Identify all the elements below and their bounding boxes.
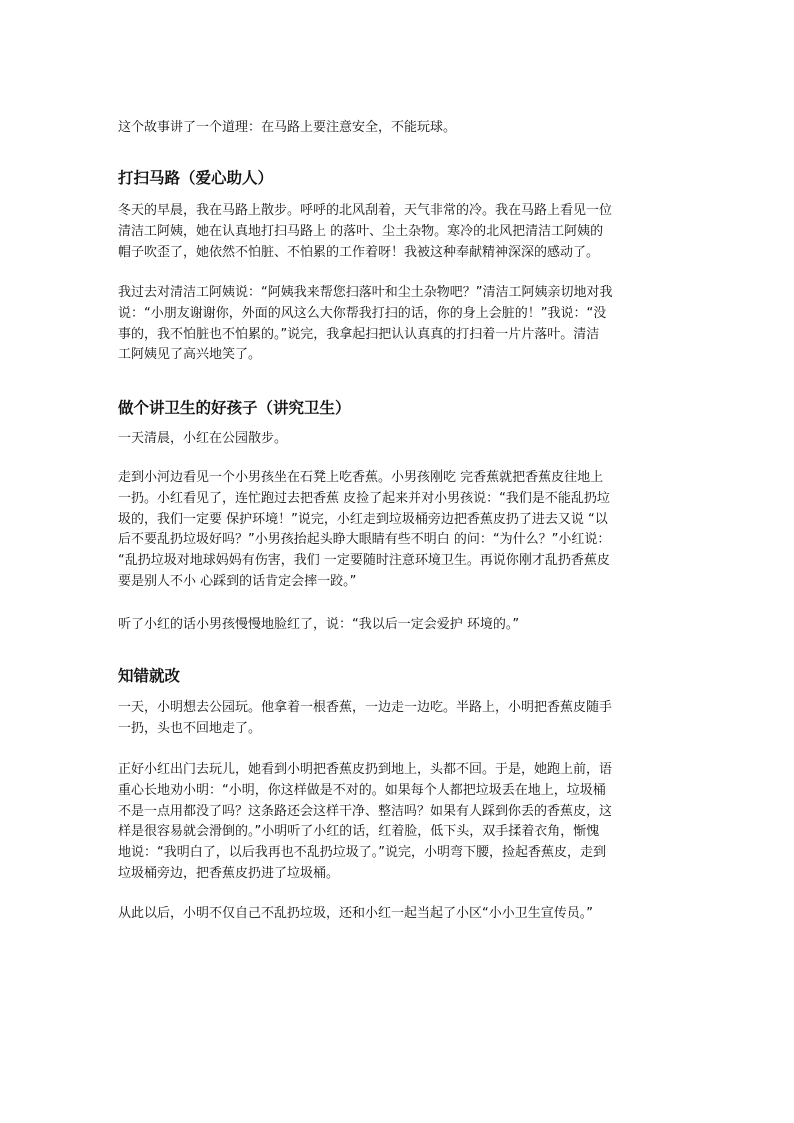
section-3-paragraph-3: 从此以后，小明不仅自己不乱扔垃圾，还和小红一起当起了小区“小小卫生宣传员。” — [118, 906, 593, 921]
section-1-paragraph-1: 冬天的早晨，我在马路上散步。呼呼的北风刮着，天气非常的冷。我在马路上看见一位 清洁工阿姨，她在认真地打扫马路上 的落叶、尘土杂物。寒冷的北风把清洁工阿姨的 帽子吹歪了，她依然不怕脏、不怕累的工作着呀！我被这种奉献精神深深的感动了。 — [118, 203, 613, 260]
section-title-correcting-mistakes: 知错就改 — [118, 666, 181, 685]
intro-paragraph: 这个故事讲了一个道理：在马路上要注意安全，不能玩球。 — [118, 120, 457, 135]
section-title-hygiene: 做个讲卫生的好孩子（讲究卫生） — [118, 398, 351, 417]
section-3-paragraph-1: 一天，小明想去公园玩。他拿着一根香蕉，一边走一边吃。半路上，小明把香蕉皮随手 一扔，头也不回地走了。 — [118, 700, 613, 736]
section-2-paragraph-2: 走到小河边看见一个小男孩坐在石凳上吃香蕉。小男孩刚吃 完香蕉就把香蕉皮往地上 一扔。小红看见了，连忙跑过去把香蕉 皮捡了起来并对小男孩说：“我们是不能乱扔垃 圾的，我们一定要 保护环境！”说完，小红走到垃圾桶旁边把香蕉皮扔了进去又说 “以 后不要乱扔垃圾好吗？”小男孩抬起头睁大眼睛有些不明白 的问：“为什么？”小红说： “乱扔垃圾对地球妈妈有伤害，我们 一定要随时注意环境卫生。再说你刚才乱扔香蕉皮 要是别人不小 心踩到的话肯定会摔一跤。” — [118, 470, 611, 589]
section-3-paragraph-2: 正好小红出门去玩儿，她看到小明把香蕉皮扔到地上，头都不回。于是，她跑上前，语 重心长地劝小明：“小明，你这样做是不对的。如果每个人都把垃圾丢在地上，垃圾桶 不是一点用都没了吗？这条路还会这样干净、整洁吗？如果有人踩到你丢的香蕉皮，这 样是很容易就会滑倒的。”小明听了小红的话，红着脸，低下头，双手揉着衣角，惭愧 地说：“我明白了，以后我再也不乱扔垃圾了。”说完，小明弯下腰，捡起香蕉皮，走到 垃圾桶旁边，把香蕉皮扔进了垃圾桶。 — [118, 762, 613, 881]
section-2-paragraph-1: 一天清晨，小红在公园散步。 — [118, 431, 288, 446]
section-2-paragraph-3: 听了小红的话小男孩慢慢地脸红了，说：“我以后一定会爱护 环境的。” — [118, 617, 520, 632]
section-1-paragraph-2: 我过去对清洁工阿姨说：“阿姨我来帮您扫落叶和尘土杂物吧？”清洁工阿姨亲切地对我 说：“小朋友谢谢你，外面的风这么大你帮我打扫的话，你的身上会脏的！”我说：“没 事的，我不怕脏也不怕累的。”说完，我拿起扫把认认真真的打扫着一片片落叶。清洁 工阿姨见了高兴地笑了。 — [118, 285, 613, 363]
section-title-sweeping-road: 打扫马路（爱心助人） — [118, 168, 274, 187]
